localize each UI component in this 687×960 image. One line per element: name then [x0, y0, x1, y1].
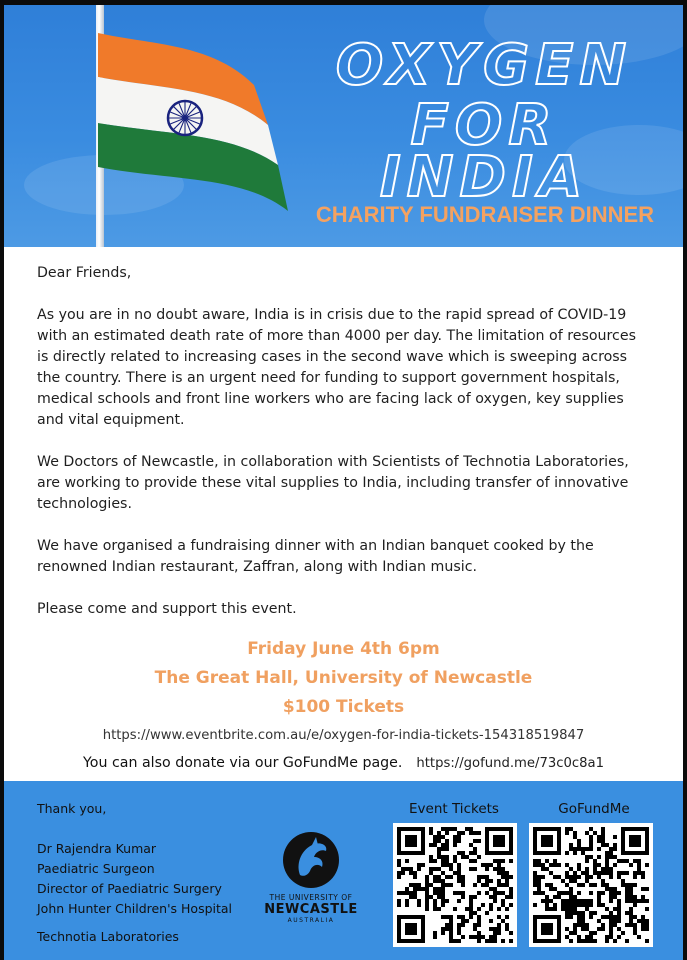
- gofundme-link[interactable]: https://gofund.me/73c0c8a1: [416, 756, 604, 771]
- signatory-org: John Hunter Children's Hospital: [37, 901, 233, 916]
- event-date-time: Friday June 4th 6pm: [247, 639, 440, 659]
- letter-body: [37, 263, 647, 641]
- title-line-2: FOR: [410, 93, 558, 158]
- qr-gofundme-label: GoFundMe: [558, 801, 630, 817]
- signatory-title-1: Paediatric Surgeon: [37, 861, 155, 876]
- ticket-link[interactable]: https://www.eventbrite.com.au/e/oxygen-for-india-tickets-154318519847: [102, 728, 585, 743]
- header-banner: [4, 5, 683, 247]
- paragraph-dinner: We have organised a fundraising dinner with an Indian banquet cooked by the renowned Indian restaurant, Zaffran, along with Indian music.: [37, 538, 594, 575]
- university-logo: [256, 831, 366, 924]
- event-price: $100 Tickets: [282, 697, 405, 717]
- lab-name: Technotia Laboratories: [37, 929, 179, 944]
- title-line-3: INDIA: [379, 145, 589, 210]
- donate-text: You can also donate via our GoFundMe page.: [83, 755, 403, 771]
- paragraph-invite: Please come and support this event.: [37, 601, 297, 617]
- footer: [4, 781, 683, 960]
- qr-tickets-label: Event Tickets: [409, 801, 499, 817]
- university-prefix: THE UNIVERSITY OF: [269, 893, 353, 902]
- university-name: NEWCASTLE: [264, 902, 358, 917]
- india-flag-icon: [92, 15, 292, 215]
- newcastle-crest-icon: [282, 831, 340, 889]
- signatory-name: Dr Rajendra Kumar: [37, 841, 157, 856]
- signatory-title-2: Director of Paediatric Surgery: [37, 881, 222, 896]
- qr-code-icon[interactable]: [393, 823, 517, 947]
- subtitle: CHARITY FUNDRAISER DINNER: [315, 202, 655, 227]
- greeting: Dear Friends,: [37, 265, 132, 281]
- title-line-1: OXYGEN: [335, 33, 633, 98]
- paragraph-collaboration: We Doctors of Newcastle, in collaboration with Scientists of Technotia Laboratories, are working to provide these vital supplies to India, including transfer of innovative technologies.: [37, 454, 629, 512]
- thanks-text: Thank you,: [37, 801, 107, 816]
- signature-block: [37, 839, 232, 919]
- qr-code-icon[interactable]: [529, 823, 653, 947]
- university-country: AUSTRALIA: [287, 917, 335, 924]
- event-venue: The Great Hall, University of Newcastle: [154, 668, 533, 688]
- donate-line: [4, 755, 683, 771]
- paragraph-crisis: As you are in no doubt aware, India is in crisis due to the rapid spread of COVID-19 with an estimated death rate of more than 4000 per day. The limitation of resources is directly related to increasing cases in the second wave which is sweeping across the country. There is an urgent need for funding to support government hospitals, medical schools and front line workers who are facing lack of oxygen, key supplies and vital equipment.: [37, 307, 636, 428]
- event-details: [4, 635, 683, 722]
- poster: [4, 5, 683, 960]
